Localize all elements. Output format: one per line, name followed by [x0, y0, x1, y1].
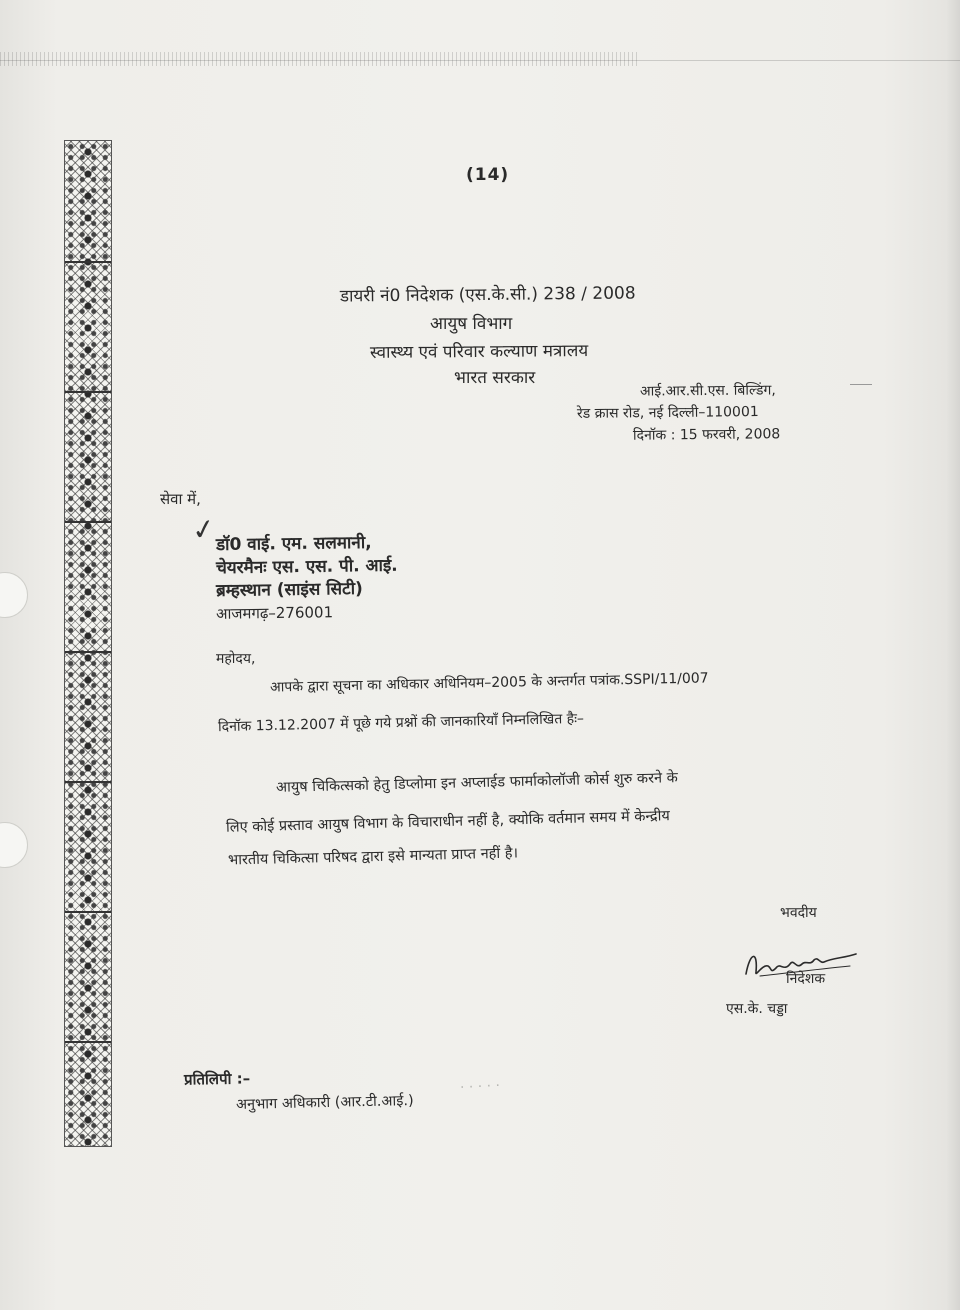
border-divider	[65, 521, 111, 523]
fold-line	[0, 60, 960, 61]
punch-hole	[0, 572, 28, 618]
tick-mark-icon: ✓	[189, 511, 219, 548]
border-divider	[65, 651, 111, 653]
recipient-place: ब्रम्हस्थान (साइंस सिटी)	[215, 578, 363, 602]
border-divider	[65, 1041, 111, 1043]
signatory-name: एस.के. चड्डा	[726, 1001, 788, 1017]
page-shadow	[946, 0, 960, 1310]
border-divider	[65, 781, 111, 783]
sender-building: आई.आर.सी.एस. बिल्डिंग,	[639, 382, 776, 400]
body-paragraph-1-line-2: दिनॉक 13.12.2007 में पूछे गये प्रश्नों की जानकारियॉं निम्नलिखित हैः–	[217, 710, 585, 736]
body-paragraph-2-line-3: भारतीय चिकित्सा परिषद द्वारा इसे मान्यता प्राप्त नहीं है।	[227, 845, 519, 869]
page-number: (14)	[466, 165, 510, 185]
border-divider	[65, 261, 111, 263]
signatory-designation: निदेशक	[786, 971, 826, 987]
border-divider	[65, 911, 111, 913]
recipient-designation: चेयरमैनः एस. एस. पी. आई.	[215, 555, 398, 579]
border-divider	[65, 391, 111, 393]
body-paragraph-1-line-1: आपके द्वारा सूचना का अधिकार अधिनियम–2005 के अन्तर्गत पत्रांक.SSPI/11/007	[269, 670, 709, 696]
punch-hole	[0, 822, 28, 868]
department-name: आयुष विभाग	[430, 314, 513, 334]
greeting: महोदय,	[216, 651, 256, 667]
copy-recipient: अनुभाग अधिकारी (आर.टी.आई.)	[235, 1092, 414, 1114]
margin-dash	[850, 384, 872, 385]
faint-stamp-mark: · · · · ·	[459, 1077, 501, 1097]
government-name: भारत सरकार	[454, 368, 536, 388]
body-paragraph-2-line-1: आयुष चिकित्सको हेतु डिप्लोमा इन अप्लाईड फार्माकोलॉजी कोर्स शुरु करने के	[275, 770, 679, 796]
ministry-name: स्वास्थ्य एवं परिवार कल्याण मत्रालय	[369, 341, 589, 363]
salutation-to: सेवा में,	[160, 490, 201, 508]
recipient-name: डॉ0 वाई. एम. सलमानी,	[215, 532, 372, 556]
body-paragraph-2-line-2: लिए कोई प्रस्ताव आयुष विभाग के विचाराधीन नहीं है, क्योकि वर्तमान समय में केन्द्रीय	[225, 808, 670, 836]
letter-date: दिनॉक : 15 फरवरी, 2008	[632, 426, 781, 444]
decorative-border-strip	[64, 140, 112, 1147]
scan-edge-artifact	[0, 52, 640, 66]
diary-number: डायरी नं0 निदेशक (एस.के.सी.) 238 / 2008	[339, 283, 636, 307]
sender-road: रेड क्रास रोड, नई दिल्ली–110001	[576, 404, 759, 422]
copy-label: प्रतिलिपी :–	[183, 1069, 251, 1089]
recipient-city: आजमगढ़–276001	[215, 603, 334, 623]
closing-yours: भवदीय	[780, 905, 817, 921]
